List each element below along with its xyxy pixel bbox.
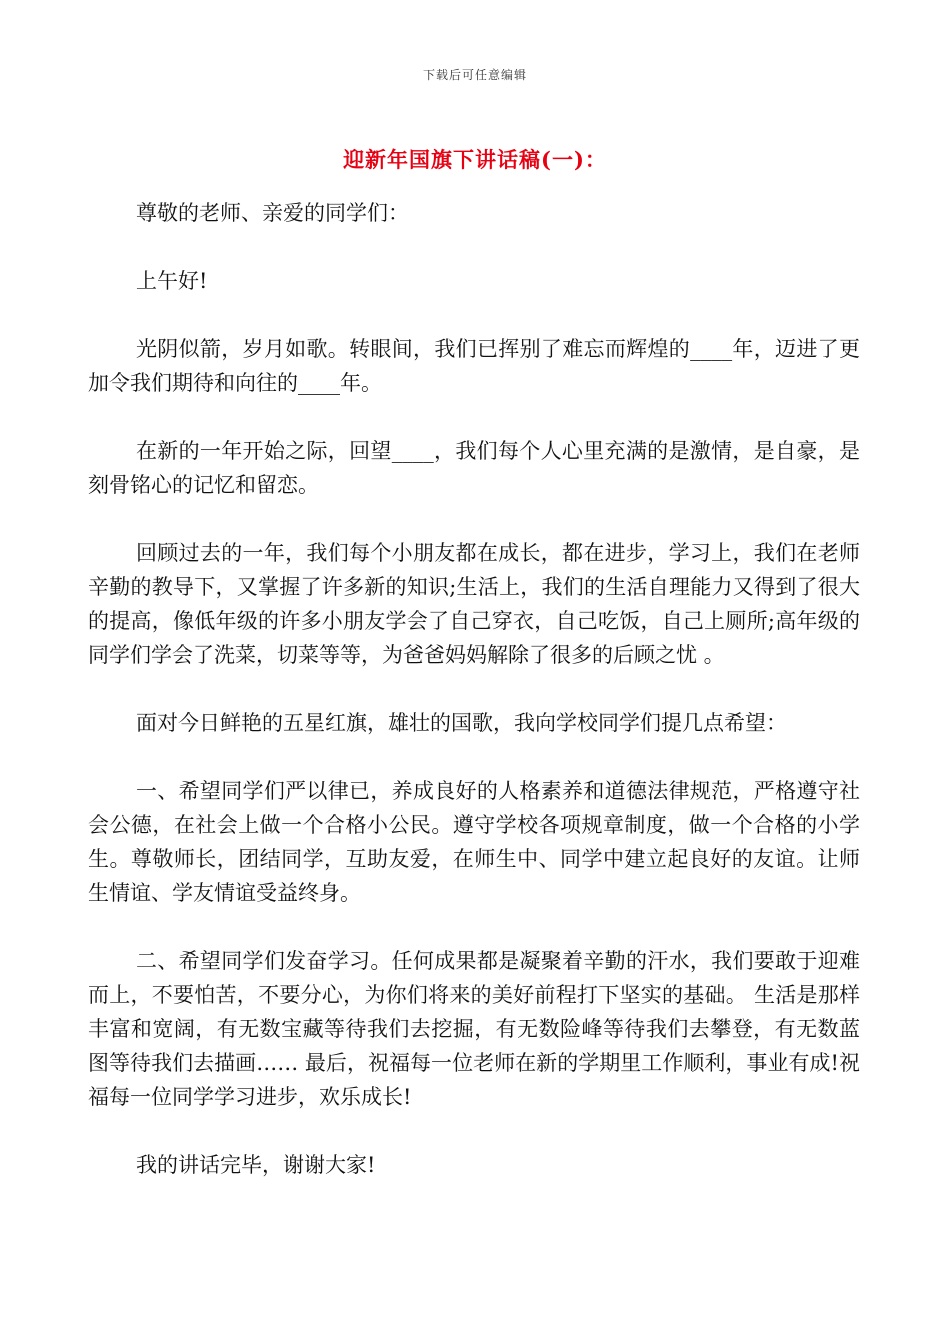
document-title: 迎新年国旗下讲话稿(一)： [343, 147, 607, 172]
closing: 我的讲话完毕，谢谢大家! [136, 1153, 376, 1177]
paragraph: 光阴似箭，岁月如歌。转眼间，我们已挥别了难忘而辉煌的____年，迈进了更加令我们期待和向往的____年。 [88, 337, 860, 395]
paragraph: 面对今日鲜艳的五星红旗，雄壮的国歌，我向学校同学们提几点希望： [136, 711, 787, 735]
salutation: 尊敬的老师、亲爱的同学们： [136, 201, 409, 225]
paragraph: 二、希望同学们发奋学习。任何成果都是凝聚着辛勤的汗水，我们要敢于迎难而上，不要怕苦，不要分心，为你们将来的美好前程打下坚实的基础。 生活是那样丰富和宽阔，有无数宝藏等待我们去挖掘，有无数险峰等待我们去攀登，有无数蓝图等待我们去描画…… 最后，祝福每一位老师在新的学期里工作顺利，事业有成!祝福每一位同学学习进步，欢乐成长! [88, 949, 860, 1109]
paragraph: 回顾过去的一年，我们每个小朋友都在成长，都在进步，学习上，我们在老师辛勤的教导下，又掌握了许多新的知识;生活上，我们的生活自理能力又得到了很大的提高，像低年级的许多小朋友学会了自己穿衣，自己吃饭，自己上厕所;高年级的同学们学会了洗菜，切菜等等，为爸爸妈妈解除了很多的后顾之忧 。 [88, 541, 860, 667]
paragraph: 一、希望同学们严以律已，养成良好的人格素养和道德法律规范，严格遵守社会公德，在社会上做一个合格小公民。遵守学校各项规章制度，做一个合格的小学生。尊敬师长，团结同学，互助友爱，在师生中、同学中建立起良好的友谊。让师生情谊、学友情谊受益终身。 [88, 779, 860, 905]
header-note: 下载后可任意编辑 [422, 68, 527, 82]
document-body [88, 196, 860, 1216]
greeting: 上午好! [136, 269, 208, 293]
paragraph: 在新的一年开始之际，回望____，我们每个人心里充满的是激情，是自豪，是刻骨铭心的记忆和留恋。 [88, 439, 860, 497]
